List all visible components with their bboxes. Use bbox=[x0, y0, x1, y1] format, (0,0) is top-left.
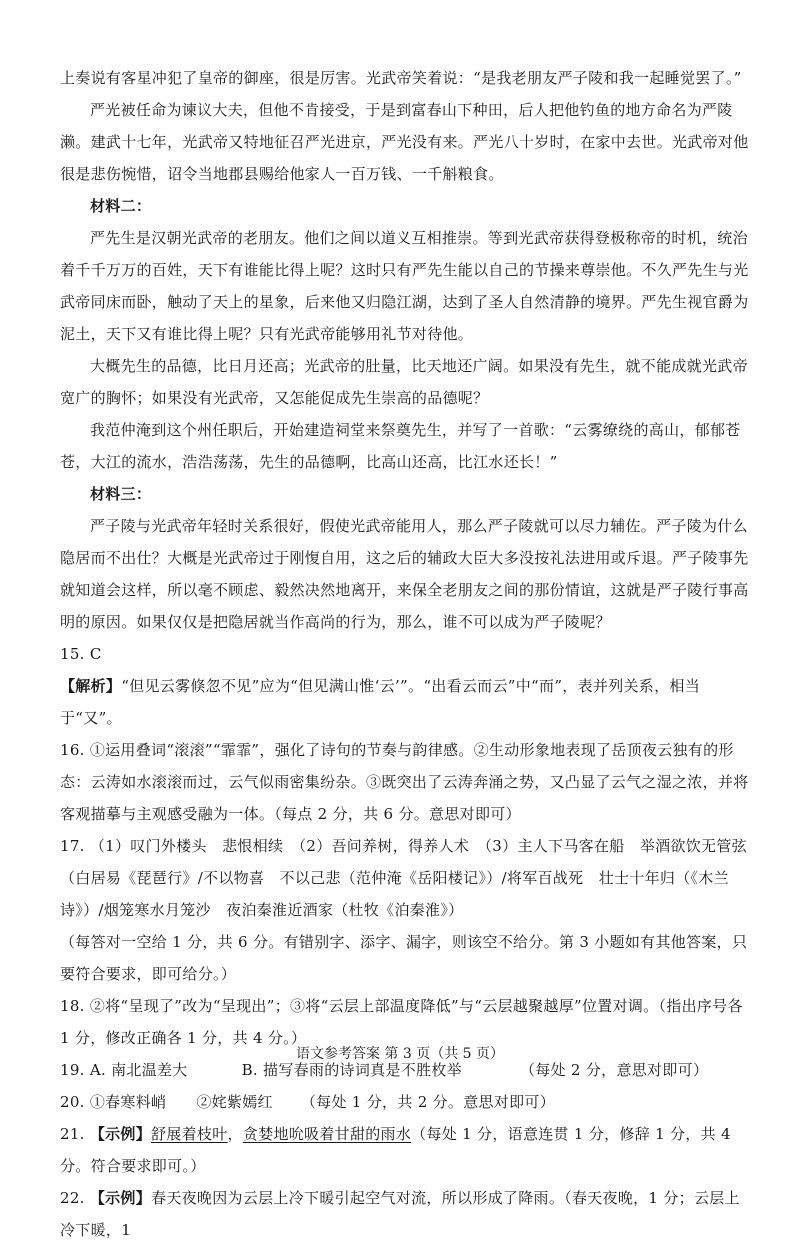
answer-19-a: 19. A. 南北温差大 bbox=[60, 1061, 188, 1079]
page-footer: 语文参考答案 第 3 页（共 5 页） bbox=[295, 1046, 505, 1062]
passage-paragraph: 大概先生的品德，比日月还高；光武帝的肚量，比天地还广阔。如果没有先生，就不能成就光武帝宽广的胸怀；如果没有光武帝，又怎能促成先生崇高的品德呢？ bbox=[60, 357, 748, 407]
answer-20-b: ②姹紫嫣红 bbox=[196, 1093, 273, 1111]
example-tag: 【示例】 bbox=[89, 1125, 152, 1143]
answer-17: 17. （1）叹门外楼头 悲恨相续 （2）吾问养树，得养人术 （3）主人下马客在船 举酒欲饮无管弦（白居易《琵琶行》/不以物喜 不以己悲（范仲淹《岳阳楼记》）/将军百战死 壮士十年归（《木兰诗》）/烟笼寒水月笼沙 夜泊秦淮近酒家（杜牧《泊秦淮》） bbox=[60, 837, 747, 919]
passage-paragraph: 严光被任命为谏议大夫，但他不肯接受，于是到富春山下种田，后人把他钓鱼的地方命名为严陵濑。建武十七年，光武帝又特地征召严光进京，严光没有来。严光八十岁时，在家中去世。光武帝对他很是悲伤惋惜，诏令当地郡县赐给他家人一百万钱、一千斛粮食。 bbox=[60, 101, 749, 183]
answer-22-number: 22. bbox=[60, 1189, 90, 1207]
passage-paragraph: 严先生是汉朝光武帝的老朋友。他们之间以道义互相推崇。等到光武帝获得登极称帝的时机，统治着千千万万的百姓，天下有谁能比得上呢？这时只有严先生能以自己的节操来尊崇他。不久严先生与光武帝同床而卧，触动了天上的星象，后来他又归隐江湖，达到了圣人自然清静的境界。严先生视官爵为泥土，天下又有谁比得上呢？只有光武帝能够用礼节对待他。 bbox=[60, 229, 749, 343]
answer-22 bbox=[60, 1182, 752, 1246]
answer-21-separator: ， bbox=[227, 1125, 243, 1143]
answer-21-rest: （每处 1 分，语意连贯 1 分，修辞 1 分，共 4 分。符合要求即可。） bbox=[60, 1125, 731, 1175]
answer-21-underlined-1: 舒展着枝叶 bbox=[151, 1125, 228, 1143]
passage-paragraph: 严子陵与光武帝年轻时关系很好，假使光武帝能用人，那么严子陵就可以尽力辅佐。严子陵为什么隐居而不出仕？大概是光武帝过于刚愎自用，这之后的辅政大臣大多没按礼法进用或斥退。严子陵事先就知道会这样，所以毫不顾虑、毅然决然地离开，来保全老朋友之间的那份情谊，这就是严子陵行事高明的原因。如果仅仅是把隐居就当作高尚的行为，那么，谁不可以成为严子陵呢？ bbox=[60, 517, 749, 631]
answer-20-note: （每处 1 分，共 2 分。意思对即可） bbox=[300, 1093, 556, 1111]
answer-22-text: 春天夜晚因为云层上冷下暖引起空气对流，所以形成了降雨。（春天夜晚，1 分；云层上冷下暖，1 bbox=[60, 1189, 740, 1239]
analysis-tag: 【解析】 bbox=[60, 677, 122, 695]
answer-21-number: 21. bbox=[60, 1125, 90, 1143]
answer-15: 15. C bbox=[60, 645, 102, 663]
answer-17-note: （每答对一空给 1 分，共 6 分。有错别字、添字、漏字，则该空不给分。第 3 小题如有其他答案，只要符合要求，即可给分。） bbox=[60, 933, 748, 983]
answer-19-note: （每处 2 分，意思对即可） bbox=[519, 1061, 709, 1079]
material-3-label: 材料三： bbox=[90, 485, 152, 503]
material-2-label: 材料二： bbox=[90, 197, 152, 215]
document-body bbox=[60, 62, 752, 1246]
passage-paragraph: 我范仲淹到这个州任职后，开始建造祠堂来祭奠先生，并写了一首歌：“云雾缭绕的高山，郁郁苍苍，大江的流水，浩浩荡荡，先生的品德啊，比高山还高，比江水还长！” bbox=[60, 421, 741, 471]
answer-15-analysis bbox=[60, 670, 752, 734]
answer-20-a: 20. ①春寒料峭 bbox=[60, 1093, 167, 1111]
answer-20 bbox=[60, 1086, 752, 1118]
answer-18: 18. ②将“呈现了”改为“呈现出”；③将“云层上部温度降低”与“云层越聚越厚”位置对调。（指出序号各 1 分，修改正确各 1 分，共 4 分。） bbox=[60, 997, 743, 1047]
answer-21-underlined-2: 贪婪地吮吸着甘甜的雨水 bbox=[242, 1125, 412, 1143]
answer-19-b: B. 描写春雨的诗词真是不胜枚举 bbox=[241, 1061, 462, 1079]
answer-16: 16. ①运用叠词“滚滚”“霏霏”，强化了诗句的节奏与韵律感。②生动形象地表现了岳顶夜云独有的形态：云涛如水滚滚而过，云气似雨密集纷杂。③既突出了云涛奔涌之势，又凸显了云气之湿之浓，并将客观描摹与主观感受融为一体。（每点 2 分，共 6 分。意思对即可） bbox=[60, 741, 749, 823]
example-tag: 【示例】 bbox=[89, 1189, 152, 1207]
passage-line-top: 上奏说有客星冲犯了皇帝的御座，很是厉害。光武帝笑着说：“是我老朋友严子陵和我一起睡觉罢了。” bbox=[60, 69, 742, 87]
answer-21 bbox=[60, 1118, 752, 1182]
analysis-text: “但见云雾倏忽不见”应为“但见满山惟‘云’”。“出看云而云”中“而”，表并列关系，相当于“又”。 bbox=[60, 677, 700, 727]
